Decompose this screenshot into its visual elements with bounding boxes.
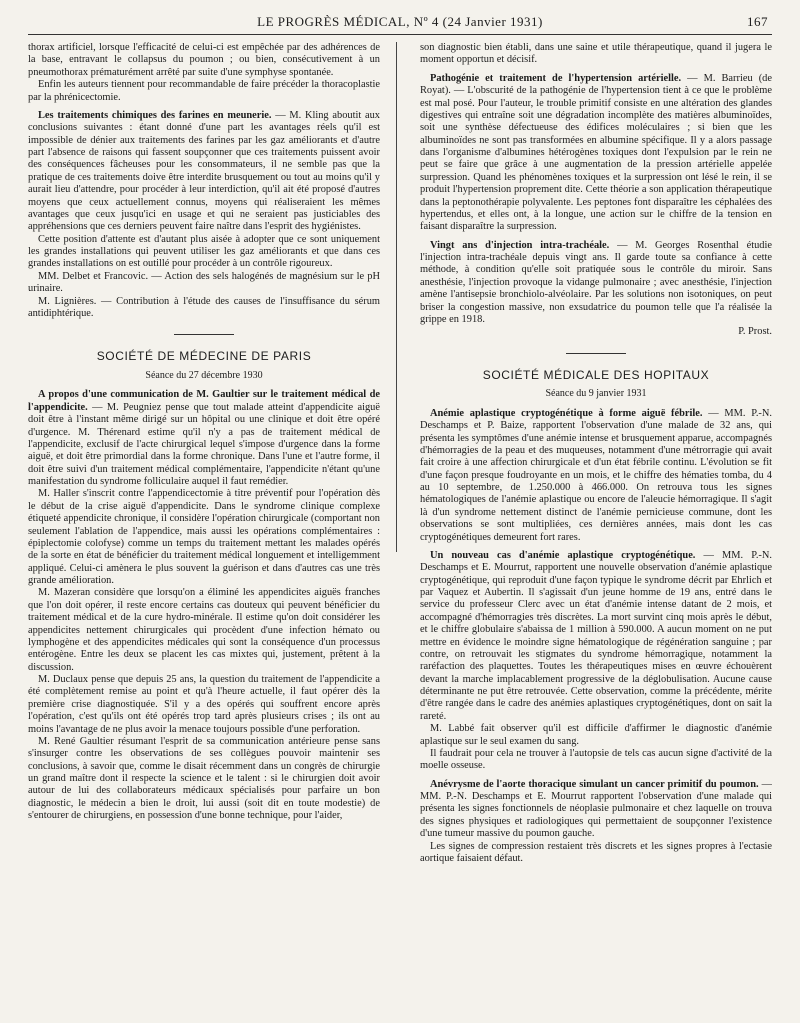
paragraph: Les signes de compression restaient très discrets et les signes propres à l'ectasie aortique faisaient défaut. bbox=[420, 840, 772, 864]
article bbox=[420, 73, 772, 234]
session-date: Séance du 9 janvier 1931 bbox=[545, 387, 647, 399]
paragraph: thorax artificiel, lorsque l'efficacité de celui-ci est empêchée par des adhérences de la base, entravant le collapsus du poumon ; ou bien, consécutivement à un pneumothorax prématurément arrêté par suite d'une symphyse spontanée. bbox=[28, 42, 380, 78]
page-header bbox=[28, 12, 772, 35]
society-title: SOCIÉTÉ MÉDICALE DES HOPITAUX bbox=[482, 367, 710, 382]
section-rule bbox=[566, 353, 626, 354]
paragraph: M. Haller s'inscrit contre l'appendicectomie à titre préventif pour l'opération dès le début de la crise aiguë d'appendicite. Dans le syndrome clinique complexe étiqueté appendicite chronique, il considère l'opération chirurgicale (comportant non seulement l'ablation de l'appendice, mais aussi les opérations complémentaires : épiplectomie colofyse) comme un temps du traitement mettant les malades opérés de la sorte en état de bénéficier du traitement médical longuement et intelligemment appliqué. Celui-ci amènera le plus souvent la guérison et dans d'autres cas une très grande amélioration. bbox=[28, 488, 380, 587]
article-body: — M. Kling aboutit aux conclusions suivantes : étant donné d'une part les avantages réels qu'il est impossible de dénier aux traitements des farines par les gaz améliorants et d'autre part l'absence de raisons qui fassent soupçonner que ces traitements puissent avoir des conséquences fâcheuses pour les consommateurs, il ne semble pas que la pratique de ces traitements doive être interdite brusquement ou tout au moins qu'il y aurait lieu d'attendre, pour procéder à leur interdiction, qu'il ait été proposé d'autres moyens que ceux actuellement connus, moyens qui réaliseraient les mêmes avantages que ceux jusqu'ici en usage et qui ne seraient pas justiciables des appréhensions que ces derniers peuvent faire naître dans l'esprit des hygiénistes. bbox=[28, 109, 380, 233]
paragraph: M. Mazeran considère que lorsqu'on a éliminé les appendicites aiguës franches que l'on doit opérer, il reste encore certains cas douteux qui peuvent bénéficier du traitement médical et de la cure hydro-minérale. Il estime qu'on doit considérer les appendicites nettement chirurgicales qui procèdent d'une infection hémato ou lymphogène et des appendicites médicales qui sont la conséquence d'un processus entérogène. Entre les deux se placent les cas mixtes qui, justement, prêtent à la discussion. bbox=[28, 587, 380, 673]
article-heading: Vingt ans d'injection intra-trachéale. bbox=[430, 239, 610, 251]
article bbox=[28, 110, 380, 234]
article-heading: Anévrysme de l'aorte thoracique simulant un cancer primitif du poumon. bbox=[430, 778, 759, 790]
paragraph: Cette position d'attente est d'autant plus aisée à adopter que ce sont uniquement les grandes installations qui peuvent utiliser les gaz améliorants et que dans ces grandes installations on est outillé pour procéder à un contrôle rigoureux. bbox=[28, 233, 380, 270]
paragraph: M. Labbé fait observer qu'il est difficile d'affirmer le diagnostic d'anémie aplastique sur le seul examen du sang. bbox=[420, 723, 772, 747]
article-heading: A propos d'une communication de M. Gaultier sur le traitement médical de l'appendicite. bbox=[28, 389, 380, 413]
left-column bbox=[28, 42, 380, 1007]
article-heading: Un nouveau cas d'anémie aplastique cryptogénétique. bbox=[430, 549, 696, 561]
article-heading: Anémie aplastique cryptogénétique à forme aiguë fébrile. bbox=[430, 407, 703, 419]
article-body: — MM. P.-N. Deschamps et E. Mourrut, rapportent une nouvelle observation d'anémie aplastique cryptogénétique, qui reproduit d'une façon typique le syndrome décrit par Ehrlich et par Vaquez et Aubertin. Il s'agissait d'un jeune homme de 19 ans, entré dans le service du professeur Clerc avec un état d'anémie intense datant de 2 mois, et accompagné d'hémorragies très discrètes. La mort survint cinq mois après le début, et le chiffre globulaire s'abaissa de 1 million à 590.000. A aucun moment on ne put mettre en évidence le moindre signe hématologique de régénération sanguine ; par contre, on retrouvait les stigmates du syndrome hémorragique, notamment la raréfaction des plaquettes. Toutes les thérapeutiques mises en œuvre échouèrent devant la marche implacablement progressive de la déglobulisation. Aucune cause déterminante ne put être retrouvée. Cette observation, comme la précédente, mérite d'être rangée dans le cadre des anémies aplastiques cryptogénétiques, dont on sait la rareté. bbox=[420, 549, 772, 722]
article-body: — MM. P.-N. Deschamps et E. Mourrut rapportent l'observation d'une malade qui présenta les signes fonctionnels de néoplasie pulmonaire et chez laquelle on trouva des signes physiques et radiologiques qui permettaient de soupçonner l'existence d'une tumeur massive du poumon gauche. bbox=[420, 778, 772, 840]
paragraph: M. Duclaux pense que depuis 25 ans, la question du traitement de l'appendicite a été complètement remise au point et qu'à l'heure actuelle, il faut opérer dès la première crise diagnostiquée. S'il y a des opérés qui souffrent encore après l'opération, c'est qu'ils ont été opérés trop tard après plusieurs crises ; ils ont au moins l'avantage de ne plus avoir la menace toujours possible d'une perforation. bbox=[28, 674, 380, 735]
article-body: — M. Georges Rosenthal étudie l'injection intra-trachéale depuis vingt ans. Il garde toute sa confiance à cette méthode, à condition qu'elle soit pratiquée sous le contrôle du miroir. Sans anesthésie, l'injection provoque la vidange pulmonaire ; avec anesthésie, l'injection amène l'antisepsie bronchiolo-alvéolaire. Par les solutions non isotoniques, on peut briser la congestion massive, non exsudatrice du poumon telle que l'a réalisée la grippe en 1918. bbox=[420, 239, 772, 325]
right-column bbox=[420, 42, 772, 1007]
paragraph: Il faudrait pour cela ne trouver à l'autopsie de tels cas aucun signe d'activité de la moelle osseuse. bbox=[420, 747, 772, 772]
paragraph: M. Lignières. — Contribution à l'étude des causes de l'insuffisance du sérum antidiphtérique. bbox=[28, 295, 380, 319]
section-rule bbox=[174, 334, 234, 335]
article-heading: Les traitements chimiques des farines en meunerie. bbox=[38, 109, 272, 121]
paragraph: MM. Delbet et Francovic. — Action des sels halogénés de magnésium sur le pH urinaire. bbox=[28, 270, 380, 295]
session-date: Séance du 27 décembre 1930 bbox=[145, 369, 263, 381]
journal-title: LE PROGRÈS MÉDICAL, Nº 4 (24 Janvier 1931) bbox=[257, 14, 543, 29]
page-number: 167 bbox=[747, 14, 768, 29]
article bbox=[420, 240, 772, 327]
article-body: — M. Barrieu (de Royat). — L'obscurité de la pathogénie de l'hypertension tient à ce que le problème est mal posé. Pour l'auteur, le trouble primitif consiste en une altération des glandes digestives qui entraîne soit une dégradation incomplète des matières albuminoïdes, soit une synthèse défectueuse des édifices moléculaires ; si bien que les albuminoïdes ne sont pas transformées en albumine spécifique. Il y a alors passage dans l'organisme d'albumines hétérogènes toxiques dont l'expulsion par le rein ne peut se faire que grâce à une augmentation de la pression artérielle appelée surpression. Quand les phénomènes toxiques et la surpression ont lésé le rein, il se produit l'hypertension proprement dite. Cette théorie a son application thérapeutique dans la peptonothérapie polyvalente. Les peptones font disparaître les céphalées des hypertendus, et elles ont, à la longue, une action sur le chiffre de la tension en faisant disparaître la surpression. bbox=[420, 72, 772, 233]
column-divider bbox=[396, 42, 397, 552]
article bbox=[420, 550, 772, 723]
paragraph: Enfin les auteurs tiennent pour recommandable de faire précéder la thoracoplastie par la phrénicectomie. bbox=[28, 79, 380, 103]
paragraph: M. René Gaultier résumant l'esprit de sa communication antérieure pense sans s'insurger contre les observations de ses collègues pouvoir maintenir ses conclusions, à savoir que, comme le disait récemment dans un congrès de chirurgie un grand maître dont il respecte la science et le talent : si le chirurgien doit avoir autour de lui des collaborateurs médicaux spécialisés pour parfaire un bon diagnostic, le médecin a bien le droit, lui aussi (soit dit en toute modestie) de s'entourer de chirurgiens, en possession d'une bonne technique, pour l'aider, bbox=[28, 735, 380, 822]
article-body: — MM. P.-N. Deschamps et P. Baize, rapportent l'observation d'une malade de 32 ans, qui présenta les symptômes d'une anémie intense et brusquement apparue, accompagnés d'hémorragies de la peau et des muqueuses, notamment d'une métrorragie qui avait fait croire à une affection chirurgicale et d'un état fébrile continu. L'évolution se fit d'une façon presque foudroyante en un mois, et le chiffre des hématies tomba, du 4 au 10 septembre, de 1.250.000 à 466.000. On retrouva tous les signes hématologiques de l'anémie aplastique ou encore de l'aleucie hémorragique. Il s'agit là d'un syndrome nettement distinct de l'anémie pernicieuse commune, dont les observations se sont multipliées, ces dernières années, mais dont les cas cryptogénétiques demeurent fort rares. bbox=[420, 407, 772, 543]
article-heading: Pathogénie et traitement de l'hypertension artérielle. bbox=[430, 72, 682, 84]
society-title: SOCIÉTÉ DE MÉDECINE DE PARIS bbox=[96, 349, 312, 364]
article bbox=[28, 389, 380, 488]
article bbox=[420, 408, 772, 544]
author-signature: P. Prost. bbox=[738, 326, 772, 338]
article bbox=[420, 779, 772, 841]
paragraph: son diagnostic bien établi, dans une saine et utile thérapeutique, quand il jugera le moment opportun et décisif. bbox=[420, 42, 772, 66]
article-body: — M. Peugniez pense que tout malade atteint d'appendicite aiguë doit être à l'instant même dirigé sur un hôpital ou une clinique et doit être opéré d'urgence. M. Thérenard estime qu'il n'y a pas de traitement médical de l'appendicite, exclusif de l'acte chirurgical lequel s'impose d'urgence dans la forme aiguë, et doit être primordial dans la forme chronique. Dans l'une et l'autre forme, il doit être suivi d'un traitement médical complémentaire, l'appendicite n'étant qu'une manifestation du syndrome folliculaire auquel il faut remédier. bbox=[28, 401, 380, 488]
